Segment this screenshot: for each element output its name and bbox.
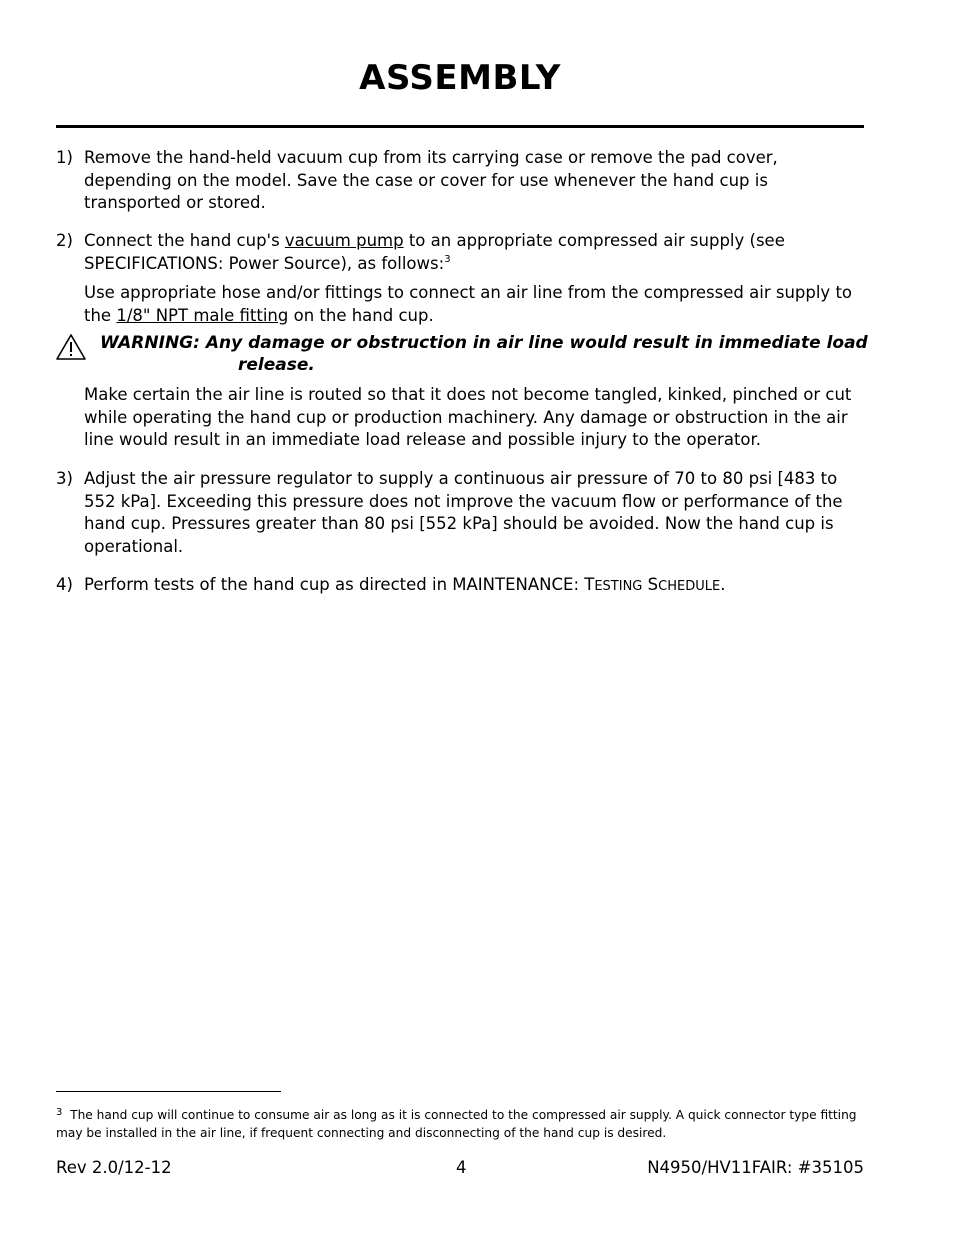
step-1	[56, 147, 864, 215]
step-text: Remove the hand-held vacuum cup from its carrying case or remove the pad cover, depending on the model. Save the case or cover for use whenever the hand cup is transported or stored.	[84, 148, 778, 212]
warning-triangle-icon	[55, 333, 87, 361]
footnote-text: The hand cup will continue to consume air as long as it is connected to the compressed air supply. A quick connector type fitting may be installed in the air line, if frequent connecting and disconnecting of the hand cup is desired.	[56, 1108, 857, 1140]
step-number: 3)	[56, 469, 73, 488]
warning-text	[100, 332, 870, 376]
footer-revision: Rev 2.0/12-12	[56, 1158, 172, 1177]
step-text: Adjust the air pressure regulator to supply a continuous air pressure of 70 to 80 psi [483 to 552 kPa]. Exceeding this pressure does not improve the vacuum flow or performance of the hand cup. Pressures greater than 80 psi [552 kPa] should be avoided. Now the hand cup is operational.	[84, 469, 843, 556]
footer-page-number: 4	[456, 1158, 467, 1177]
footnote-ref: 3	[444, 253, 451, 265]
step-number: 4)	[56, 575, 73, 594]
step-3	[56, 468, 864, 558]
step-2	[56, 230, 864, 275]
footnote-mark: 3	[56, 1107, 63, 1118]
title-rule	[56, 125, 864, 128]
footer-doc-id: N4950/HV11FAIR: #35105	[647, 1158, 864, 1177]
step-2-subparagraph: Use appropriate hose and/or fittings to connect an air line from the compressed air supply to the 1/8" NPT male fitting on the hand cup.	[84, 283, 853, 325]
npt-fitting-term: 1/8" NPT male fitting	[116, 305, 289, 325]
vacuum-pump-term: vacuum pump	[284, 231, 404, 250]
step-number: 1)	[56, 148, 73, 167]
testing-schedule-ref: TESTING SCHEDULE	[584, 575, 721, 594]
step-number: 2)	[56, 231, 73, 250]
step-4	[56, 574, 864, 599]
step-text: Perform tests of the hand cup as directed in MAINTENANCE: TESTING SCHEDULE.	[84, 575, 726, 594]
page-title: ASSEMBLY	[359, 58, 561, 98]
warning-line-1: WARNING: Any damage or obstruction in air line would result in immediate load	[100, 333, 868, 353]
warning-followup: Make certain the air line is routed so that it does not become tangled, kinked, pinched or cut while operating the hand cup or production machinery. Any damage or obstruction in the air line would result in an immediate load release and possible injury to the operator.	[84, 385, 852, 449]
step-text: Connect the hand cup's vacuum pump to an appropriate compressed air supply (see SPECIFICATIONS: Power Source), as follows:$^3$	[84, 231, 785, 273]
warning-line-2: release.	[238, 355, 315, 375]
footnote	[56, 1106, 866, 1142]
footnote-rule	[56, 1091, 281, 1092]
